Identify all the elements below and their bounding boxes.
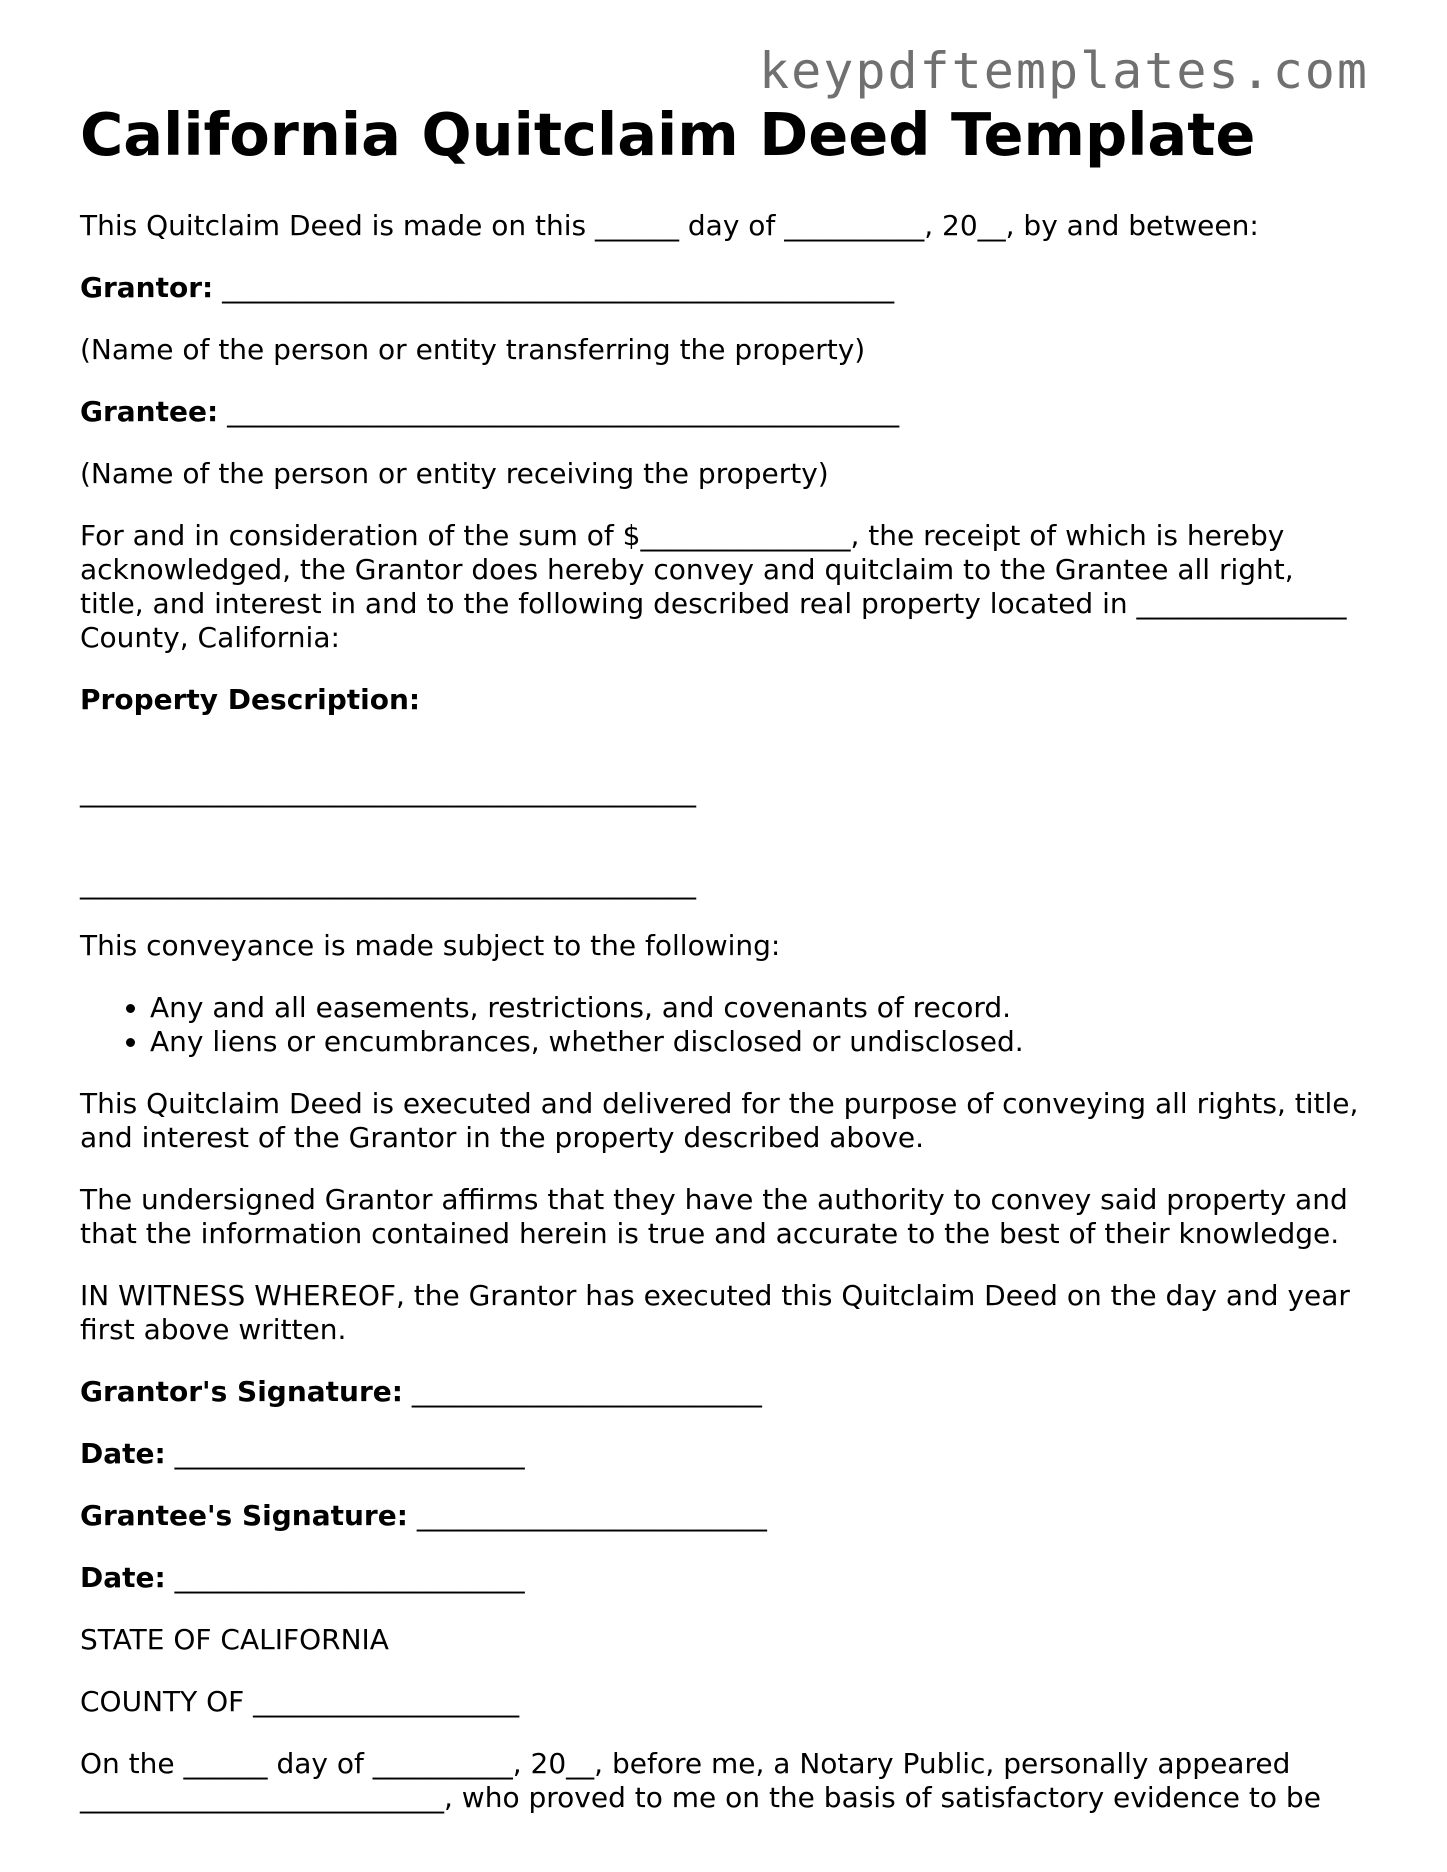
grantee-date-line: Date: _________________________ <box>80 1560 525 1594</box>
property-description-line-2: ____________________________________________ <box>80 866 696 900</box>
grantee-label: Grantee: <box>80 394 219 428</box>
list-item: • Any and all easements, restrictions, and covenants of record. <box>150 991 1370 1025</box>
grantee-blank: ________________________________________________ <box>227 394 900 428</box>
notary-county: COUNTY OF ___________________ <box>80 1684 520 1718</box>
grantor-blank: ________________________________________________ <box>222 270 895 304</box>
notary-state: STATE OF CALIFORNIA <box>80 1622 389 1656</box>
list-item: • Any liens or encumbrances, whether disclosed or undisclosed. <box>150 1025 1370 1059</box>
intro-paragraph: This Quitclaim Deed is made on this ______ day of __________, 20__, by and between: <box>80 208 1259 242</box>
subject-list <box>80 991 1370 1059</box>
consideration-line-3: title, and interest in and to the following described real property located in _______________ <box>80 586 1347 620</box>
property-description-line-1: ____________________________________________ <box>80 774 696 808</box>
grantee-note: (Name of the person or entity receiving the property) <box>80 456 829 490</box>
affirm-paragraph: The undersigned Grantor affirms that they have the authority to convey said property and that the information contained herein is true and accurate to the best of their knowledge. <box>80 1182 1348 1250</box>
grantor-date-line: Date: _________________________ <box>80 1436 525 1470</box>
consideration-line-2: acknowledged, the Grantor does hereby convey and quitclaim to the Grantee all right, <box>80 552 1294 586</box>
witness-paragraph: IN WITNESS WHEREOF, the Grantor has executed this Quitclaim Deed on the day and year first above written. <box>80 1278 1350 1346</box>
consideration-line-1: For and in consideration of the sum of $_______________, the receipt of which is hereby <box>80 518 1285 552</box>
page-title: California Quitclaim Deed Template <box>80 100 1256 169</box>
grantee-signature-line: Grantee's Signature: _________________________ <box>80 1498 767 1532</box>
property-description-heading: Property Description: <box>80 682 421 716</box>
consideration-paragraph <box>80 519 1370 655</box>
grantor-label: Grantor: <box>80 270 214 304</box>
grantor-line <box>80 271 1370 305</box>
grantee-line <box>80 395 1370 429</box>
purpose-paragraph: This Quitclaim Deed is executed and delivered for the purpose of conveying all rights, title, and interest of the Grantor in the property described above. <box>80 1086 1359 1154</box>
grantor-note: (Name of the person or entity transferring the property) <box>80 332 866 366</box>
watermark: keypdftemplates.com <box>759 42 1369 100</box>
grantor-signature-line: Grantor's Signature: _________________________ <box>80 1374 762 1408</box>
consideration-line-4: County, California: <box>80 620 340 654</box>
document-body <box>80 100 1370 1843</box>
subject-intro: This conveyance is made subject to the following: <box>80 928 781 962</box>
notary-paragraph: On the ______ day of __________, 20__, before me, a Notary Public, personally appeared __________________________, who proved to me on the basis of satisfactory evidence to be <box>80 1746 1321 1814</box>
